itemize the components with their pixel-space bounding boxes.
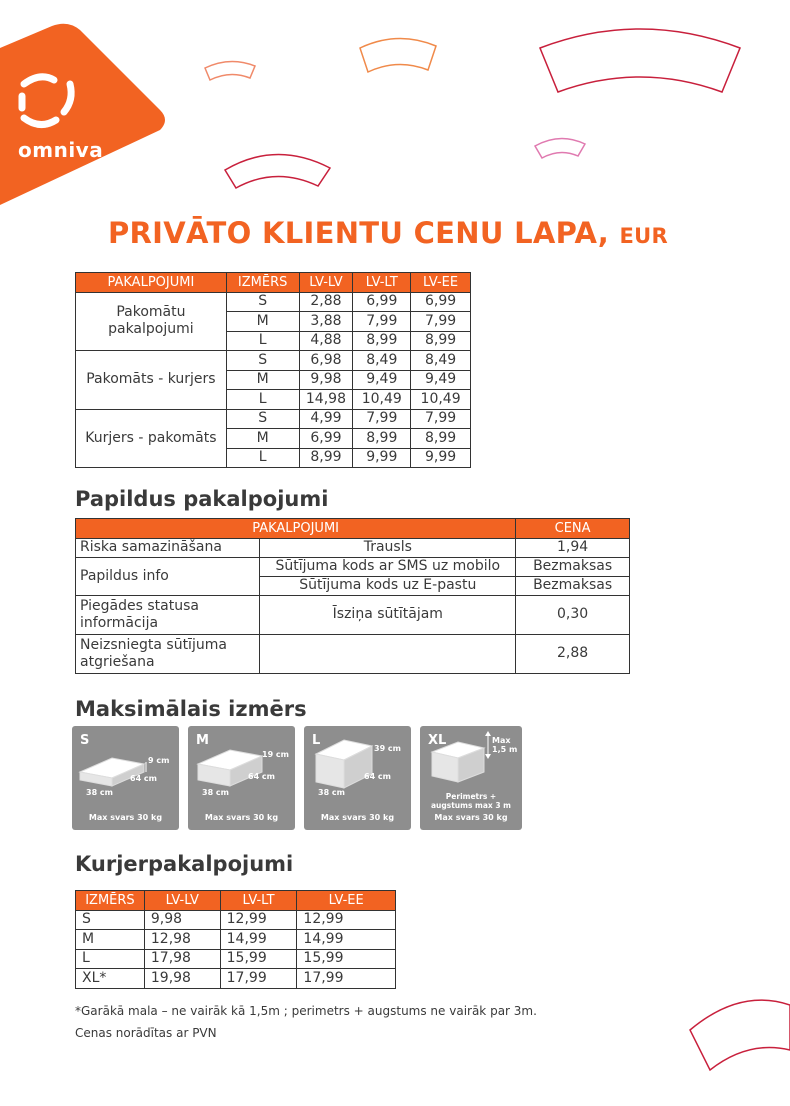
dimension-height: 19 cm xyxy=(262,750,289,759)
column-header: IZMĒRS xyxy=(76,891,145,911)
table-header-row xyxy=(76,519,630,539)
column-header: LV-EE xyxy=(411,273,471,293)
table-header-row xyxy=(76,891,396,911)
kurjer-price-table xyxy=(75,890,396,989)
size-cell: M xyxy=(226,312,299,332)
size-cell: L xyxy=(76,949,145,969)
price-cell: 1,94 xyxy=(516,538,630,557)
page-title-currency: EUR xyxy=(619,224,668,248)
column-header: PAKALPOJUMI xyxy=(76,273,227,293)
price-cell: 8,99 xyxy=(411,429,471,449)
price-cell: 7,99 xyxy=(411,312,471,332)
footnote-vat: Cenas norādītas ar PVN xyxy=(75,1026,217,1040)
dimension-width: 38 cm xyxy=(318,788,345,797)
dimension-depth: 64 cm xyxy=(130,774,157,783)
price-cell: 9,49 xyxy=(353,370,411,390)
dimension-height: 39 cm xyxy=(374,744,401,753)
price-cell: 3,88 xyxy=(299,312,353,332)
price-cell: Bezmaksas xyxy=(516,576,630,595)
price-cell: 7,99 xyxy=(411,409,471,429)
max-weight: Max svars 30 kg xyxy=(434,813,508,822)
price-cell: 8,49 xyxy=(411,351,471,371)
size-card-s xyxy=(72,726,179,830)
service-group-name: Kurjers - pakomāts xyxy=(76,409,227,468)
size-note-line2: augstums max 3 m xyxy=(430,801,512,810)
table-row xyxy=(76,351,471,371)
pakomati-price-table xyxy=(75,272,471,468)
price-cell: 12,99 xyxy=(220,910,297,930)
price-cell: 2,88 xyxy=(299,292,353,312)
price-cell: 8,99 xyxy=(411,331,471,351)
size-card-m xyxy=(188,726,295,830)
table-row xyxy=(76,949,396,969)
price-cell: 8,99 xyxy=(353,331,411,351)
price-cell: 9,98 xyxy=(299,370,353,390)
price-cell: 9,98 xyxy=(144,910,220,930)
service-group-name: Pakomāts - kurjers xyxy=(76,351,227,410)
service-description: Sūtījuma kods uz E-pastu xyxy=(260,576,516,595)
size-label: S xyxy=(80,733,90,748)
size-cell: S xyxy=(226,409,299,429)
size-cell: M xyxy=(226,429,299,449)
price-cell: 7,99 xyxy=(353,312,411,332)
table-row xyxy=(76,409,471,429)
section-title-kurjer: Kurjerpakalpojumi xyxy=(75,852,294,876)
price-cell: 6,98 xyxy=(299,351,353,371)
column-header: LV-LT xyxy=(220,891,297,911)
column-header: LV-EE xyxy=(297,891,396,911)
max-weight: Max svars 30 kg xyxy=(320,813,395,822)
price-cell: 17,99 xyxy=(297,969,396,989)
dimension-width: 38 cm xyxy=(86,788,113,797)
max-weight: Max svars 30 kg xyxy=(204,813,279,822)
size-label: M xyxy=(196,733,209,748)
service-name: Riska samazināšana xyxy=(76,538,260,557)
price-cell: 14,99 xyxy=(220,930,297,950)
size-label: L xyxy=(312,733,321,748)
table-row xyxy=(76,292,471,312)
service-name: Neizsniegta sūtījuma atgriešana xyxy=(76,634,260,673)
price-cell: 4,99 xyxy=(299,409,353,429)
price-cell: 6,99 xyxy=(353,292,411,312)
price-cell: 6,99 xyxy=(411,292,471,312)
service-group-name: Pakomātu pakalpojumi xyxy=(76,292,227,351)
column-header: LV-LV xyxy=(299,273,353,293)
column-header: LV-LT xyxy=(353,273,411,293)
size-cell: L xyxy=(226,331,299,351)
price-cell: 15,99 xyxy=(220,949,297,969)
table-row xyxy=(76,910,396,930)
price-cell: 12,99 xyxy=(297,910,396,930)
price-cell: 14,99 xyxy=(297,930,396,950)
price-cell: 15,99 xyxy=(297,949,396,969)
footnote-dimensions: *Garākā mala – ne vairāk kā 1,5m ; perimetrs + augstums ne vairāk par 3m. xyxy=(75,1004,537,1018)
dimension-height: 9 cm xyxy=(148,756,170,765)
price-cell: 19,98 xyxy=(144,969,220,989)
price-cell: 17,99 xyxy=(220,969,297,989)
service-description: Trausls xyxy=(260,538,516,557)
table-row xyxy=(76,969,396,989)
price-cell: 8,99 xyxy=(299,448,353,468)
section-title-max-size: Maksimālais izmērs xyxy=(75,697,307,721)
brand-name: omniva xyxy=(18,138,104,162)
table-row xyxy=(76,538,630,557)
price-cell: 9,99 xyxy=(411,448,471,468)
table-row xyxy=(76,930,396,950)
price-cell: Bezmaksas xyxy=(516,557,630,576)
price-cell: 12,98 xyxy=(144,930,220,950)
size-cards xyxy=(72,726,522,830)
price-cell: 8,99 xyxy=(353,429,411,449)
service-description: Sūtījuma kods ar SMS uz mobilo xyxy=(260,557,516,576)
page-title-main: PRIVĀTO KLIENTU CENU LAPA, xyxy=(108,216,610,250)
brand-logo xyxy=(0,0,170,210)
price-cell: 8,49 xyxy=(353,351,411,371)
price-cell: 6,99 xyxy=(299,429,353,449)
service-name: Piegādes statusa informācija xyxy=(76,595,260,634)
dimension-height: Max 1,5 m xyxy=(492,736,518,754)
price-cell: 10,49 xyxy=(411,390,471,410)
table-header-row xyxy=(76,273,471,293)
column-header: LV-LV xyxy=(144,891,220,911)
service-name: Papildus info xyxy=(76,557,260,595)
size-note xyxy=(420,792,522,810)
size-cell: M xyxy=(76,930,145,950)
section-title-papildus: Papildus pakalpojumi xyxy=(75,487,329,511)
dimension-depth: 64 cm xyxy=(248,772,275,781)
size-cell: S xyxy=(76,910,145,930)
papildus-price-table xyxy=(75,518,630,674)
column-header: CENA xyxy=(516,519,630,539)
size-cell: S xyxy=(226,292,299,312)
size-card-xl xyxy=(420,726,522,830)
column-header: IZMĒRS xyxy=(226,273,299,293)
table-row xyxy=(76,634,630,673)
price-cell: 2,88 xyxy=(516,634,630,673)
service-description xyxy=(260,634,516,673)
dimension-depth: 64 cm xyxy=(364,772,391,781)
size-card-l xyxy=(304,726,411,830)
price-cell: 9,99 xyxy=(353,448,411,468)
column-header: PAKALPOJUMI xyxy=(76,519,516,539)
price-cell: 10,49 xyxy=(353,390,411,410)
size-cell: L xyxy=(226,390,299,410)
service-description: Īsziņa sūtītājam xyxy=(260,595,516,634)
table-row xyxy=(76,595,630,634)
max-weight: Max svars 30 kg xyxy=(88,813,163,822)
page-title xyxy=(108,216,668,250)
price-cell: 4,88 xyxy=(299,331,353,351)
price-cell: 7,99 xyxy=(353,409,411,429)
size-cell: XL* xyxy=(76,969,145,989)
price-cell: 0,30 xyxy=(516,595,630,634)
price-cell: 9,49 xyxy=(411,370,471,390)
size-label: XL xyxy=(428,733,447,748)
dimension-width: 38 cm xyxy=(202,788,229,797)
size-note-line1: Perimetrs + xyxy=(445,792,497,801)
table-row xyxy=(76,557,630,576)
size-cell: S xyxy=(226,351,299,371)
price-cell: 17,98 xyxy=(144,949,220,969)
size-cell: L xyxy=(226,448,299,468)
price-cell: 14,98 xyxy=(299,390,353,410)
size-cell: M xyxy=(226,370,299,390)
